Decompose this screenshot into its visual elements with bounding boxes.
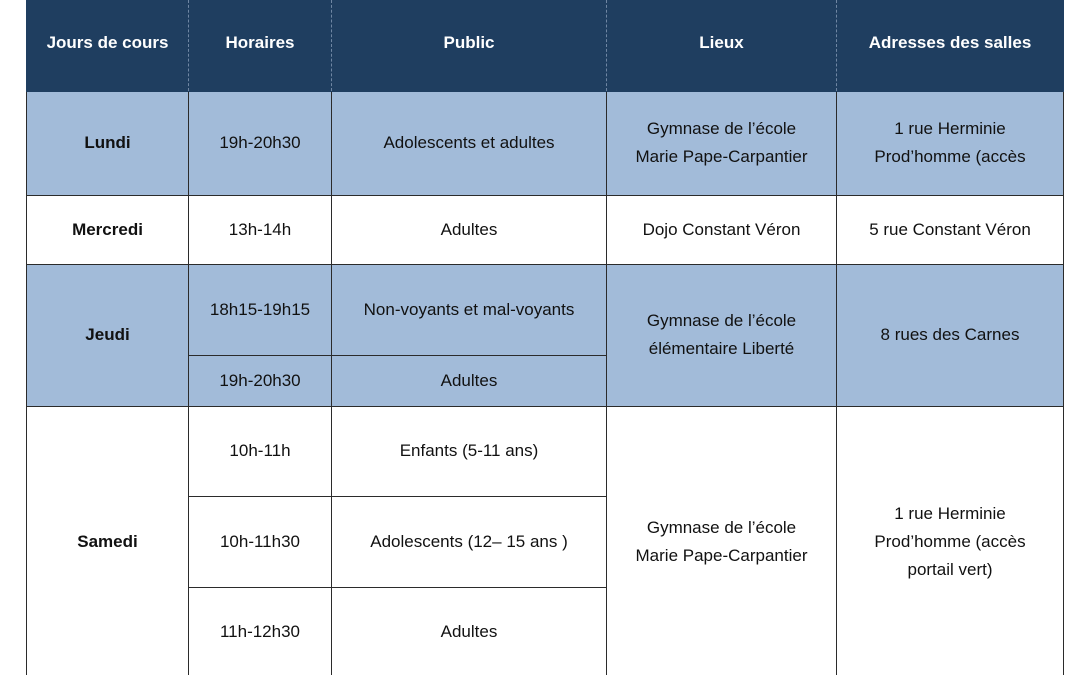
- table-row-lundi: [27, 91, 1064, 195]
- place-line: Gymnase de l’école: [646, 517, 797, 537]
- table-row-samedi: [27, 406, 1064, 496]
- audience-cell: Adolescents (12– 15 ans ): [332, 496, 607, 587]
- audience-cell: Adultes: [332, 587, 607, 675]
- time-cell: 19h-20h30: [189, 355, 332, 406]
- address-line: Prod’homme (accès: [874, 147, 1026, 166]
- day-cell-jeudi: Jeudi: [27, 264, 189, 406]
- day-cell-samedi: Samedi: [27, 406, 189, 675]
- place-cell: [607, 264, 837, 406]
- time-cell: 13h-14h: [189, 195, 332, 264]
- audience-cell: Adolescents et adultes: [332, 91, 607, 195]
- address-line: portail vert): [907, 559, 993, 579]
- place-line: Marie Pape-Carpantier: [635, 147, 808, 166]
- address-cell: [837, 91, 1064, 195]
- time-cell: 11h-12h30: [189, 587, 332, 675]
- time-cell: 10h-11h30: [189, 496, 332, 587]
- time-cell: 18h15-19h15: [189, 264, 332, 355]
- header-audience: Public: [332, 0, 607, 91]
- address-cell: [837, 406, 1064, 675]
- day-cell-mercredi: Mercredi: [27, 195, 189, 264]
- audience-cell: Non-voyants et mal-voyants: [332, 264, 607, 355]
- day-cell-lundi: Lundi: [27, 91, 189, 195]
- header-places: Lieux: [607, 0, 837, 91]
- place-cell: Dojo Constant Véron: [607, 195, 837, 264]
- place-cell: [607, 91, 837, 195]
- place-cell: [607, 406, 837, 675]
- header-addresses: Adresses des salles: [837, 0, 1064, 91]
- time-cell: 10h-11h: [189, 406, 332, 496]
- header-row: [27, 0, 1064, 91]
- place-line: Marie Pape-Carpantier: [635, 545, 808, 565]
- audience-cell: Adultes: [332, 355, 607, 406]
- audience-cell: Enfants (5-11 ans): [332, 406, 607, 496]
- address-line: 1 rue Herminie: [894, 503, 1006, 523]
- place-line: Gymnase de l’école: [646, 311, 797, 330]
- schedule-table: [26, 0, 1064, 675]
- address-line: Prod’homme (accès: [874, 531, 1026, 551]
- address-cell: 5 rue Constant Véron: [837, 195, 1064, 264]
- header-days: Jours de cours: [27, 0, 189, 91]
- audience-cell: Adultes: [332, 195, 607, 264]
- place-line: élémentaire Liberté: [648, 339, 795, 358]
- table-row-mercredi: [27, 195, 1064, 264]
- table-row-jeudi: [27, 264, 1064, 355]
- place-line: Gymnase de l’école: [646, 119, 797, 138]
- address-line: 1 rue Herminie: [894, 119, 1006, 138]
- time-cell: 19h-20h30: [189, 91, 332, 195]
- header-times: Horaires: [189, 0, 332, 91]
- address-cell: 8 rues des Carnes: [837, 264, 1064, 406]
